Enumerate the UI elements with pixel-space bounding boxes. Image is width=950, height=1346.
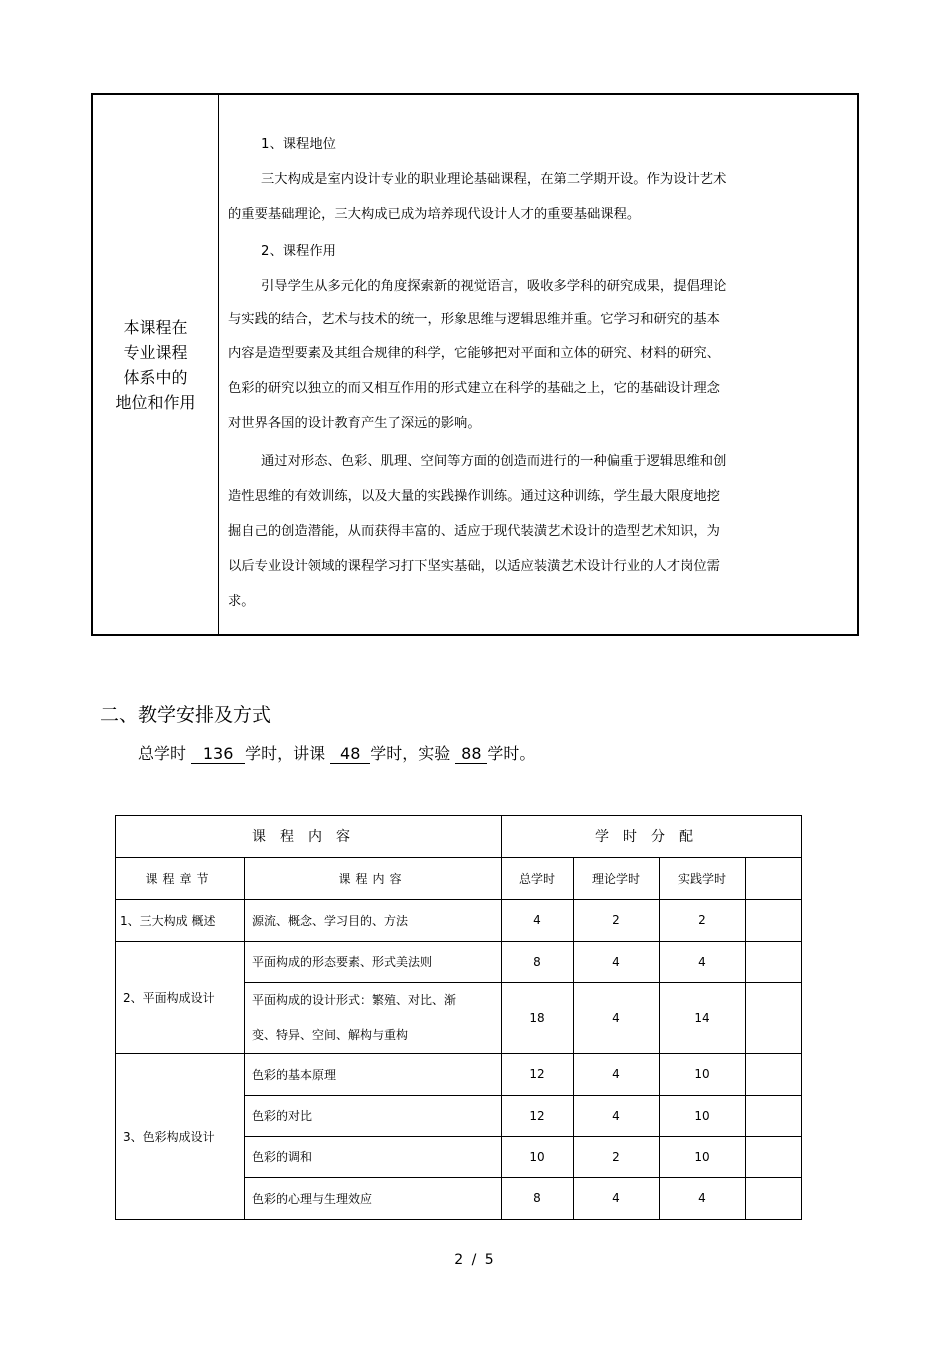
column-header-chapter: 课程章节 xyxy=(145,871,214,886)
content-line: 变、特异、空间、解构与重构 xyxy=(252,1027,409,1042)
cell-practice-hours: 2 xyxy=(698,913,706,927)
cell-total-hours: 18 xyxy=(529,1010,545,1025)
chapter-name: 1、三大构成 概述 xyxy=(120,913,216,928)
column-header-practice-hours: 实践学时 xyxy=(677,871,726,886)
body-line: 造性思维的有效训练，以及大量的实践操作训练。通过这种训练，学生最大限度地挖 xyxy=(228,489,720,504)
cell-practice-hours: 4 xyxy=(698,954,706,969)
table-border xyxy=(801,815,802,1220)
schedule-table xyxy=(115,815,802,1220)
position-description-cell xyxy=(219,95,857,634)
body-line: 三大构成是室内设计专业的职业理论基础课程，在第二学期开设。作为设计艺术 xyxy=(261,172,727,187)
cell-total-hours: 12 xyxy=(529,1067,545,1081)
cell-practice-hours: 10 xyxy=(694,1108,710,1123)
chapter-name: 3、色彩构成设计 xyxy=(123,1129,215,1144)
cell-theory-hours: 4 xyxy=(612,1067,620,1081)
position-label-line: 本课程在 xyxy=(123,317,188,337)
cell-theory-hours: 4 xyxy=(612,1191,620,1205)
body-line: 以后专业设计领域的课程学习打下坚实基础，以适应装潢艺术设计行业的人才岗位需 xyxy=(228,559,720,574)
lecture-label: 学时，讲课 xyxy=(245,744,326,763)
table-rule xyxy=(745,857,746,1220)
position-label-line: 体系中的 xyxy=(123,367,188,387)
body-line: 的重要基础理论，三大构成已成为培养现代设计人才的重要基础课程。 xyxy=(228,207,641,222)
column-header-content: 课程内容 xyxy=(338,871,407,886)
column-header-theory-hours: 理论学时 xyxy=(591,871,640,886)
body-line: 内容是造型要素及其组合规律的科学，它能够把对平面和立体的研究、材料的研究、 xyxy=(228,346,720,361)
hours-suffix: 学时。 xyxy=(487,744,536,763)
cell-theory-hours: 4 xyxy=(612,1108,620,1123)
body-line: 对世界各国的设计教育产生了深远的影响。 xyxy=(228,416,481,431)
chapter-name: 2、平面构成设计 xyxy=(123,990,215,1005)
table-row-content xyxy=(244,982,501,1053)
table-row-content: 色彩的对比 xyxy=(252,1109,313,1123)
table-row-content: 源流、概念、学习目的、方法 xyxy=(252,913,409,928)
hours-summary xyxy=(138,741,535,764)
hours-prefix: 总学时 xyxy=(138,744,187,763)
course-position-table xyxy=(91,93,859,636)
cell-practice-hours: 14 xyxy=(694,1010,710,1025)
column-header-total-hours: 总学时 xyxy=(518,871,555,886)
body-line: 色彩的研究以独立的而又相互作用的形式建立在科学的基础之上，它的基础设计理念 xyxy=(228,381,720,396)
body-line: 引导学生从多元化的角度探索新的视觉语言，吸收多学科的研究成果，提倡理论 xyxy=(261,279,727,294)
lecture-hours-value: 48 xyxy=(330,745,370,764)
body-line: 求。 xyxy=(228,594,255,609)
cell-total-hours: 4 xyxy=(533,913,541,927)
cell-total-hours: 8 xyxy=(533,1191,541,1205)
body-line: 掘自己的创造潜能，从而获得丰富的、适应于现代装潢艺术设计的造型艺术知识，为 xyxy=(228,524,720,539)
body-line: 通过对形态、色彩、肌理、空间等方面的创造而进行的一种偏重于逻辑思维和创 xyxy=(261,454,727,469)
cell-practice-hours: 10 xyxy=(694,1067,710,1081)
lab-hours-value: 88 xyxy=(455,745,487,764)
cell-theory-hours: 2 xyxy=(612,1149,620,1164)
lab-label: 学时，实验 xyxy=(370,744,451,763)
cell-practice-hours: 10 xyxy=(694,1149,710,1164)
position-label xyxy=(106,315,206,415)
position-label-line: 专业课程 xyxy=(123,342,188,362)
body-line: 与实践的结合，艺术与技术的统一，形象思维与逻辑思维并重。它学习和研究的基本 xyxy=(228,312,720,327)
cell-theory-hours: 4 xyxy=(612,954,620,969)
cell-theory-hours: 2 xyxy=(612,913,620,927)
header-hour-allocation: 学时分配 xyxy=(595,829,707,845)
table-row-content: 色彩的心理与生理效应 xyxy=(252,1191,373,1206)
subheading-course-role: 2、课程作用 xyxy=(261,244,336,259)
table-row-content: 色彩的调和 xyxy=(252,1150,313,1164)
table-border xyxy=(115,1219,802,1220)
cell-total-hours: 8 xyxy=(533,954,541,969)
cell-practice-hours: 4 xyxy=(698,1191,706,1205)
table-row-content: 色彩的基本原理 xyxy=(252,1067,337,1082)
cell-total-hours: 12 xyxy=(529,1108,545,1123)
page-number: 2 / 5 xyxy=(454,1252,496,1268)
section-title: 二、教学安排及方式 xyxy=(100,704,272,726)
header-course-content: 课程内容 xyxy=(252,829,364,845)
cell-theory-hours: 4 xyxy=(612,1010,620,1025)
position-label-cell xyxy=(93,95,219,634)
total-hours-value: 136 xyxy=(191,745,245,764)
subheading-course-position: 1、课程地位 xyxy=(261,137,336,152)
content-line: 平面构成的设计形式：繁殖、对比、渐 xyxy=(252,992,457,1007)
table-row-content: 平面构成的形态要素、形式美法则 xyxy=(252,955,433,969)
cell-total-hours: 10 xyxy=(529,1149,545,1164)
position-label-line: 地位和作用 xyxy=(115,392,196,412)
